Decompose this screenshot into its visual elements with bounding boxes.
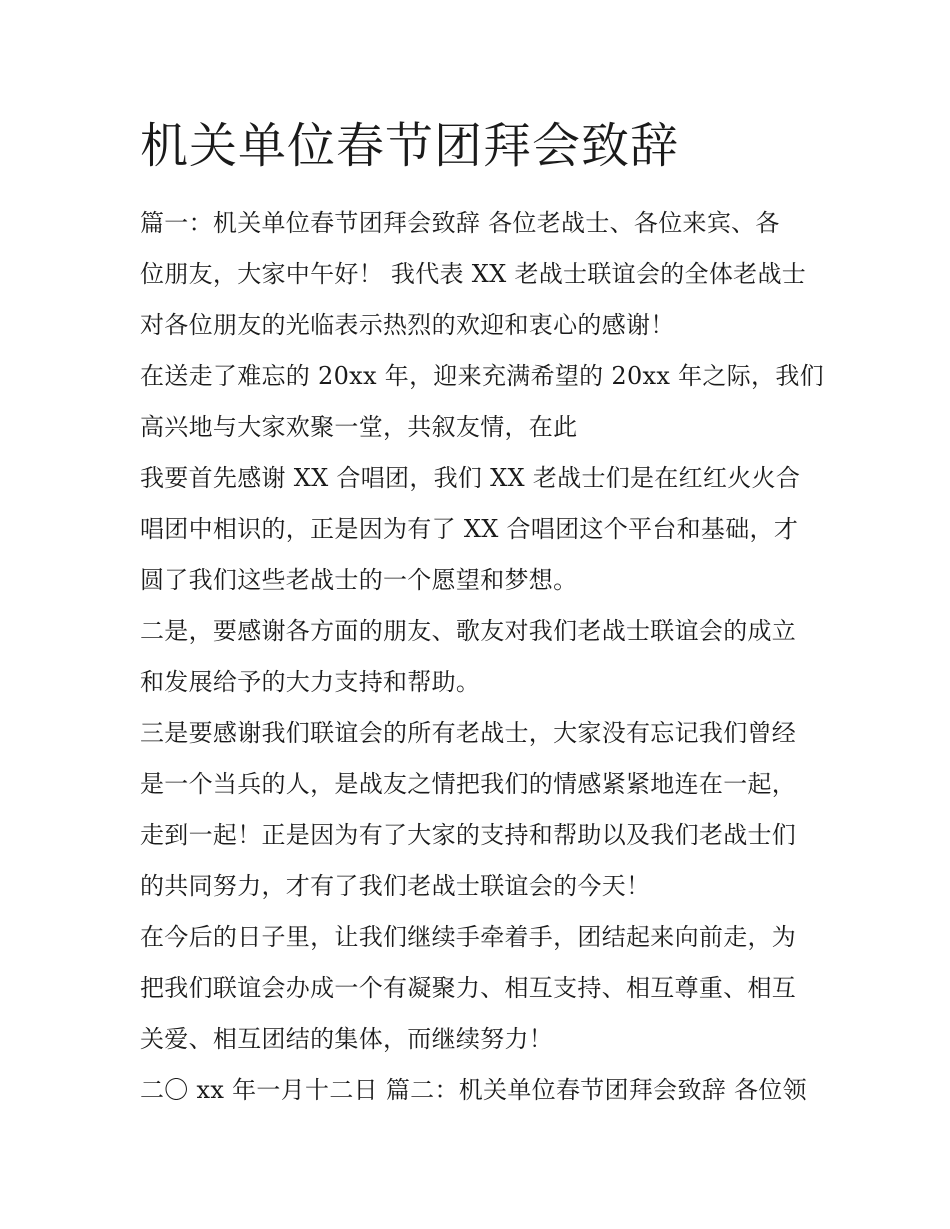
text-line: 和发展给予的大力支持和帮助。 (140, 668, 481, 696)
text-line: 的共同努力，才有了我们老战士联谊会的今天！ (140, 872, 651, 900)
text-line: 关爱、相互团结的集体，而继续努力！ (140, 1025, 554, 1053)
text-line: 走到一起！正是因为有了大家的支持和帮助以及我们老战士们 (140, 821, 797, 849)
text-line: 二〇 xx 年一月十二日 篇二：机关单位春节团拜会致辞 各位领 (140, 1076, 807, 1104)
text-line: 位朋友，大家中午好！ 我代表 XX 老战士联谊会的全体老战士 (140, 260, 807, 288)
text-line: 在送走了难忘的 20xx 年，迎来充满希望的 20xx 年之际，我们 (140, 362, 824, 390)
text-line: 二是，要感谢各方面的朋友、歌友对我们老战士联谊会的成立 (140, 617, 797, 645)
text-line: 高兴地与大家欢聚一堂，共叙友情，在此 (140, 413, 578, 441)
text-line: 圆了我们这些老战士的一个愿望和梦想。 (140, 566, 578, 594)
text-line: 是一个当兵的人，是战友之情把我们的情感紧紧地连在一起， (140, 770, 797, 798)
text-line: 三是要感谢我们联谊会的所有老战士，大家没有忘记我们曾经 (140, 719, 797, 747)
text-line: 篇一：机关单位春节团拜会致辞 各位老战士、各位来宾、各 (140, 209, 780, 237)
text-line: 在今后的日子里，让我们继续手牵着手，团结起来向前走，为 (140, 923, 797, 951)
document-body (140, 205, 840, 1123)
document-title: 机关单位春节团拜会致辞 (140, 118, 680, 174)
text-line: 我要首先感谢 XX 合唱团，我们 XX 老战士们是在红红火火合 (140, 464, 801, 492)
text-line: 对各位朋友的光临表示热烈的欢迎和衷心的感谢！ (140, 311, 675, 339)
text-line: 唱团中相识的，正是因为有了 XX 合唱团这个平台和基础，才 (140, 515, 799, 543)
text-line: 把我们联谊会办成一个有凝聚力、相互支持、相互尊重、相互 (140, 974, 797, 1002)
